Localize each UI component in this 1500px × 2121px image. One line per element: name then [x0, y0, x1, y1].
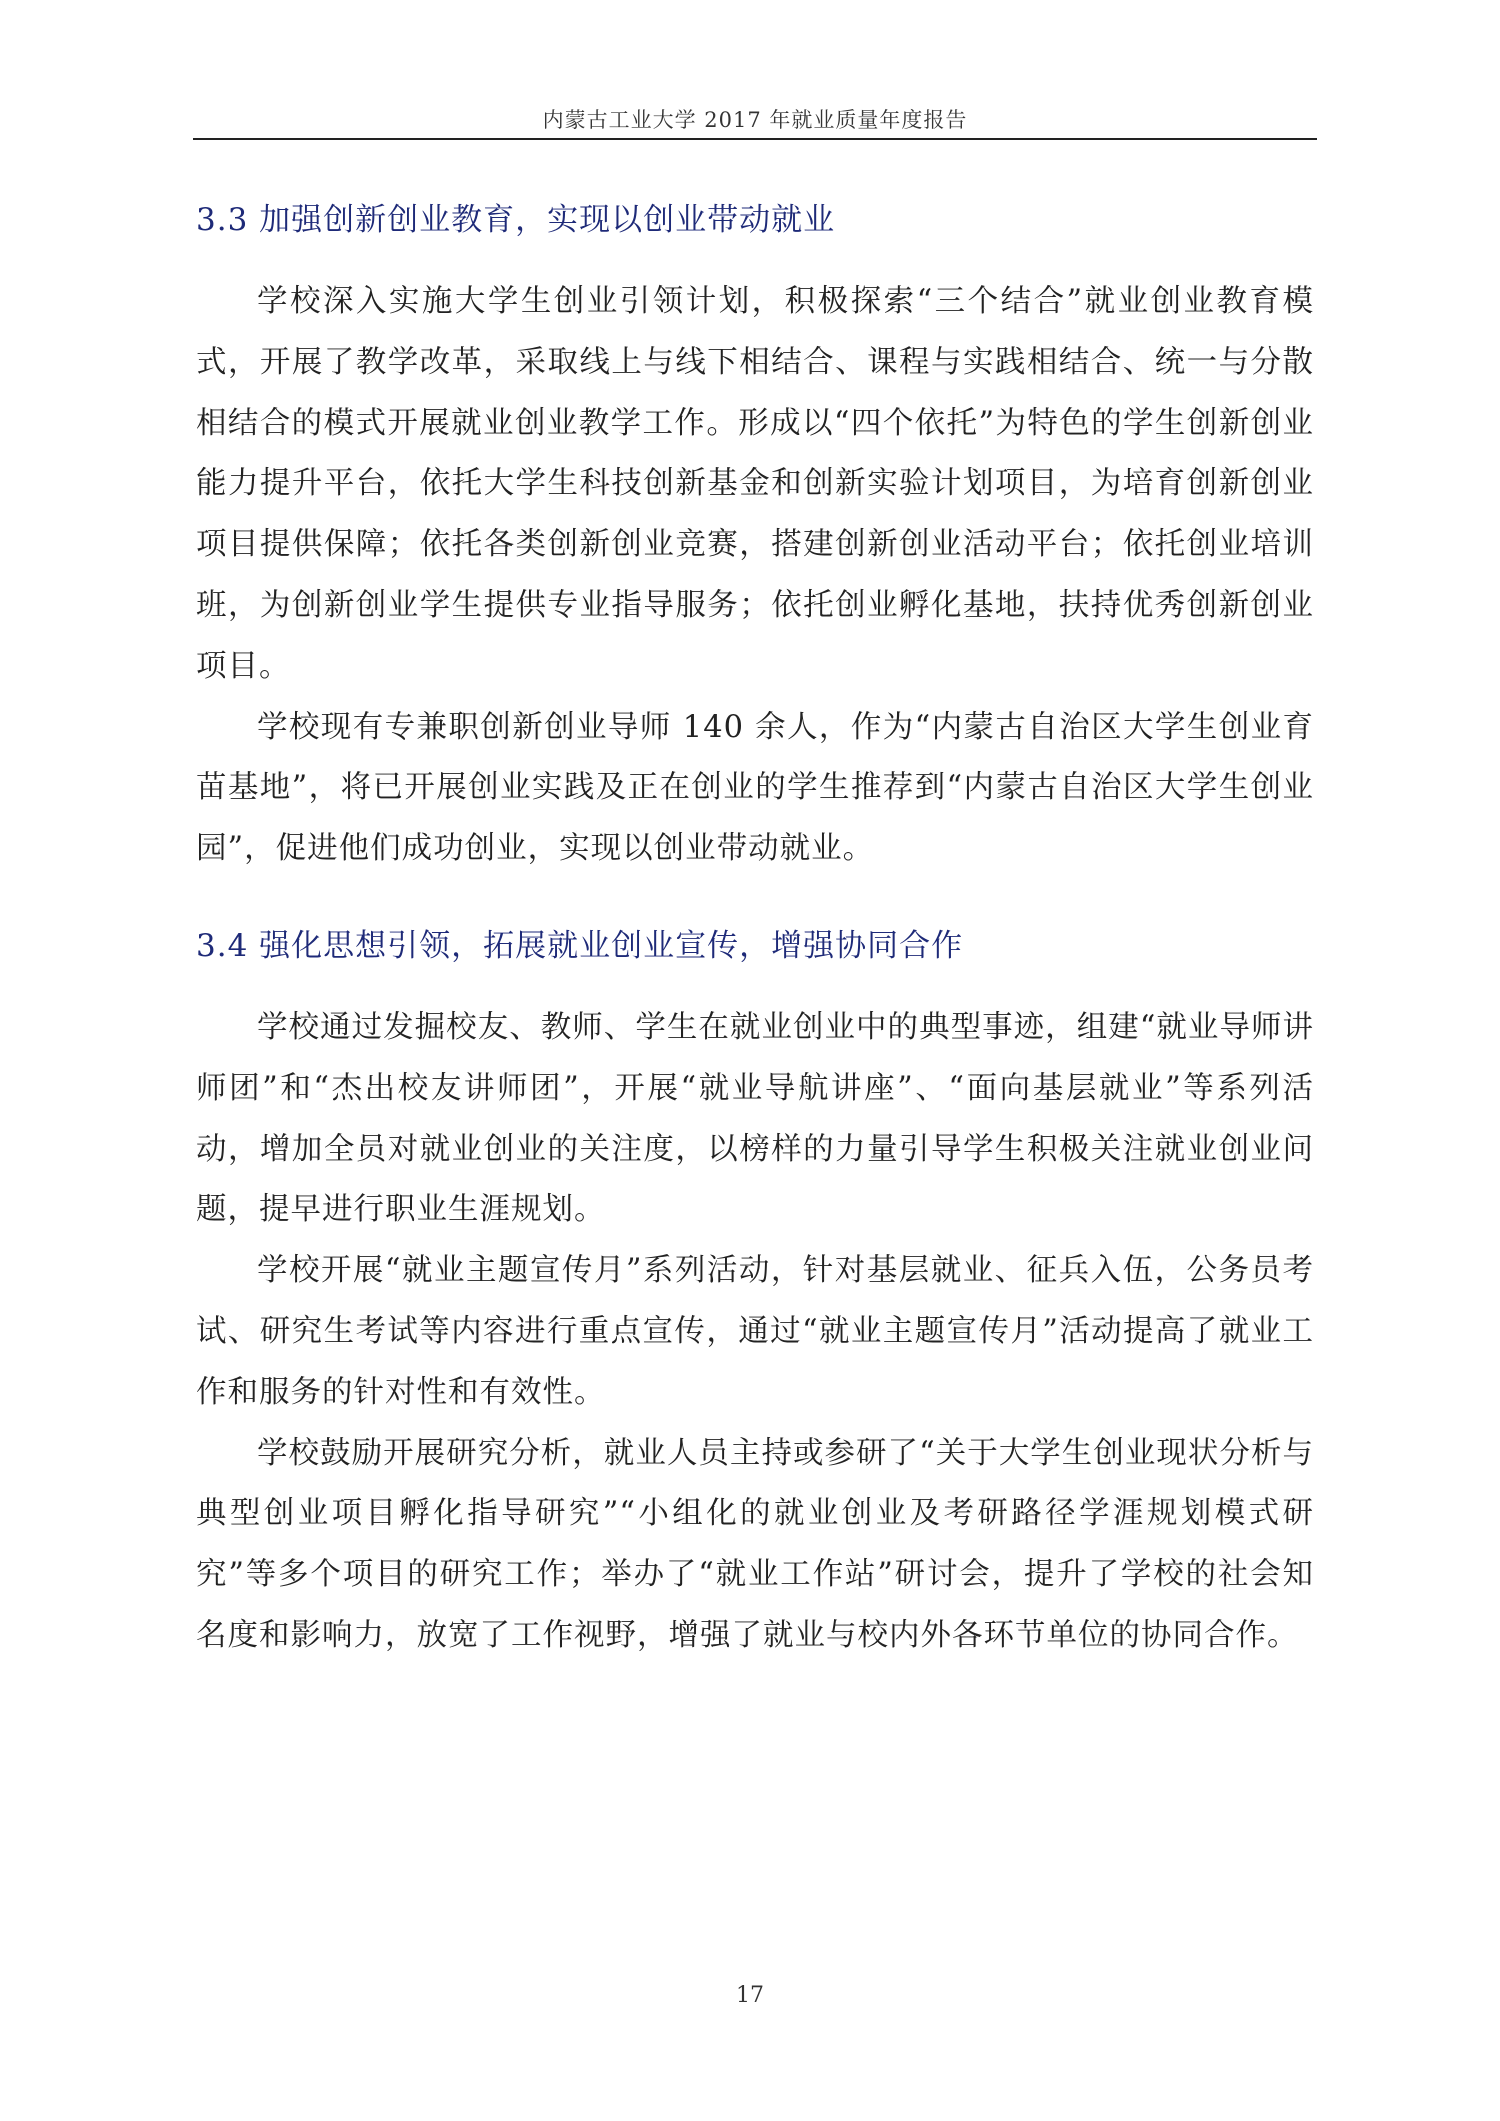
- body-paragraph: 学校深入实施大学生创业引领计划，积极探索“三个结合”就业创业教育模式，开展了教学改革，采取线上与线下相结合、课程与实践相结合、统一与分散相结合的模式开展就业创业教学工作。形成以“四个依托”为特色的学生创新创业能力提升平台，依托大学生科技创新基金和创新实验计划项目，为培育创新创业项目提供保障；依托各类创新创业竞赛，搭建创新创业活动平台；依托创业培训班，为创新创业学生提供专业指导服务；依托创业孵化基地，扶持优秀创新创业项目。: [196, 284, 1314, 684]
- section-heading: 3.3 加强创新创业教育，实现以创业带动就业: [196, 202, 836, 238]
- running-header: 内蒙古工业大学 2017 年就业质量年度报告: [542, 108, 968, 132]
- section-heading: 3.4 强化思想引领，拓展就业创业宣传，增强协同合作: [196, 927, 964, 964]
- body-paragraph: 学校鼓励开展研究分析，就业人员主持或参研了“关于大学生创业现状分析与典型创业项目孵化指导研究”“小组化的就业创业及考研路径学涯规划模式研究”等多个项目的研究工作；举办了“就业工作站”研讨会，提升了学校的社会知名度和影响力，放宽了工作视野，增强了就业与校内外各环节单位的协同合作。: [196, 1435, 1314, 1653]
- body-paragraph: 学校通过发掘校友、教师、学生在就业创业中的典型事迹，组建“就业导师讲师团”和“杰出校友讲师团”，开展“就业导航讲座”、“面向基层就业”等系列活动，增加全员对就业创业的关注度，以榜样的力量引导学生积极关注就业创业问题，提早进行职业生涯规划。: [196, 1009, 1314, 1228]
- body-paragraph: 学校开展“就业主题宣传月”系列活动，针对基层就业、征兵入伍，公务员考试、研究生考试等内容进行重点宣传，通过“就业主题宣传月”活动提高了就业工作和服务的针对性和有效性。: [196, 1253, 1314, 1410]
- header-rule: [193, 138, 1317, 140]
- page-number: 17: [736, 1983, 764, 2008]
- page-body: [196, 190, 1314, 1667]
- body-paragraph: 学校现有专兼职创新创业导师 140 余人，作为“内蒙古自治区大学生创业育苗基地”，将已开展创业实践及正在创业的学生推荐到“内蒙古自治区大学生创业园”，促进他们成功创业，实现以创业带动就业。: [196, 709, 1314, 867]
